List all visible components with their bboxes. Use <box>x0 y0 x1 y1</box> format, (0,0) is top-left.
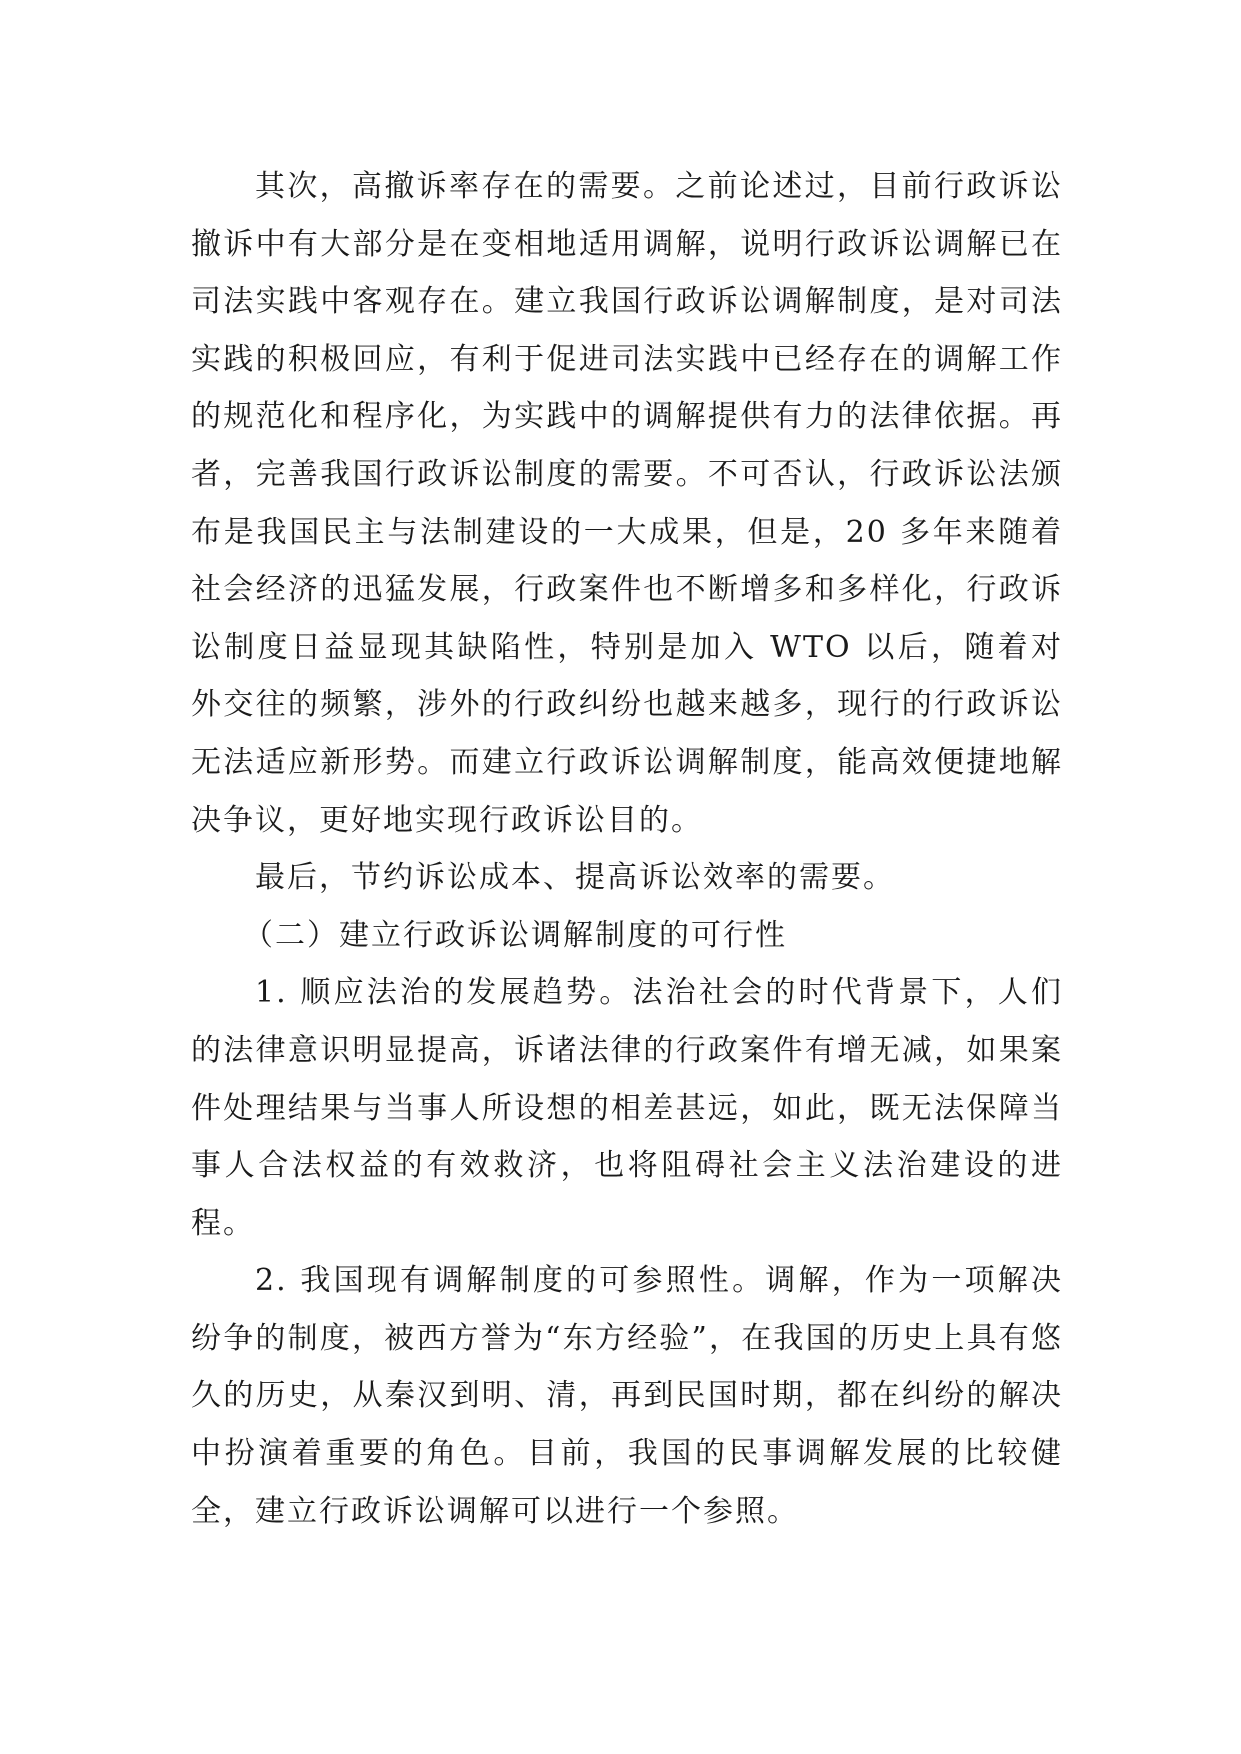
item-rule-of-law-trend: 1. 顺应法治的发展趋势。法治社会的时代背景下，人们的法律意识明显提高，诉诸法律的行政案件有增无减，如果案件处理结果与当事人所设想的相差甚远，如此，既无法保障当事人合法权益的有效救济，也将阻碍社会主义法治建设的进程。 <box>191 975 1063 1241</box>
paragraph-high-withdrawal-rate: 其次，高撤诉率存在的需要。之前论述过，目前行政诉讼撤诉中有大部分是在变相地适用调解，说明行政诉讼调解已在司法实践中客观存在。建立我国行政诉讼调解制度，是对司法实践的积极回应，有利于促进司法实践中已经存在的调解工作的规范化和程序化，为实践中的调解提供有力的法律依据。再者，完善我国行政诉讼制度的需要。不可否认，行政诉讼法颁布是我国民主与法制建设的一大成果，但是，20 多年来随着社会经济的迅猛发展，行政案件也不断增多和多样化，行政诉讼制度日益显现其缺陷性，特别是加入 WTO 以后，随着对外交往的频繁，涉外的行政纠纷也越来越多，现行的行政诉讼无法适应新形势。而建立行政诉讼调解制度，能高效便捷地解决争议，更好地实现行政诉讼目的。 <box>191 169 1063 838</box>
body-text <box>191 158 1063 1540</box>
section-heading-feasibility: （二）建立行政诉讼调解制度的可行性 <box>243 917 787 953</box>
paragraph-litigation-cost: 最后，节约诉讼成本、提高诉讼效率的需要。 <box>255 860 895 896</box>
item-mediation-reference: 2. 我国现有调解制度的可参照性。调解，作为一项解决纷争的制度，被西方誉为“东方经验”，在我国的历史上具有悠久的历史，从秦汉到明、清，再到民国时期，都在纠纷的解决中扮演着重要的角色。目前，我国的民事调解发展的比较健全，建立行政诉讼调解可以进行一个参照。 <box>191 1263 1063 1529</box>
